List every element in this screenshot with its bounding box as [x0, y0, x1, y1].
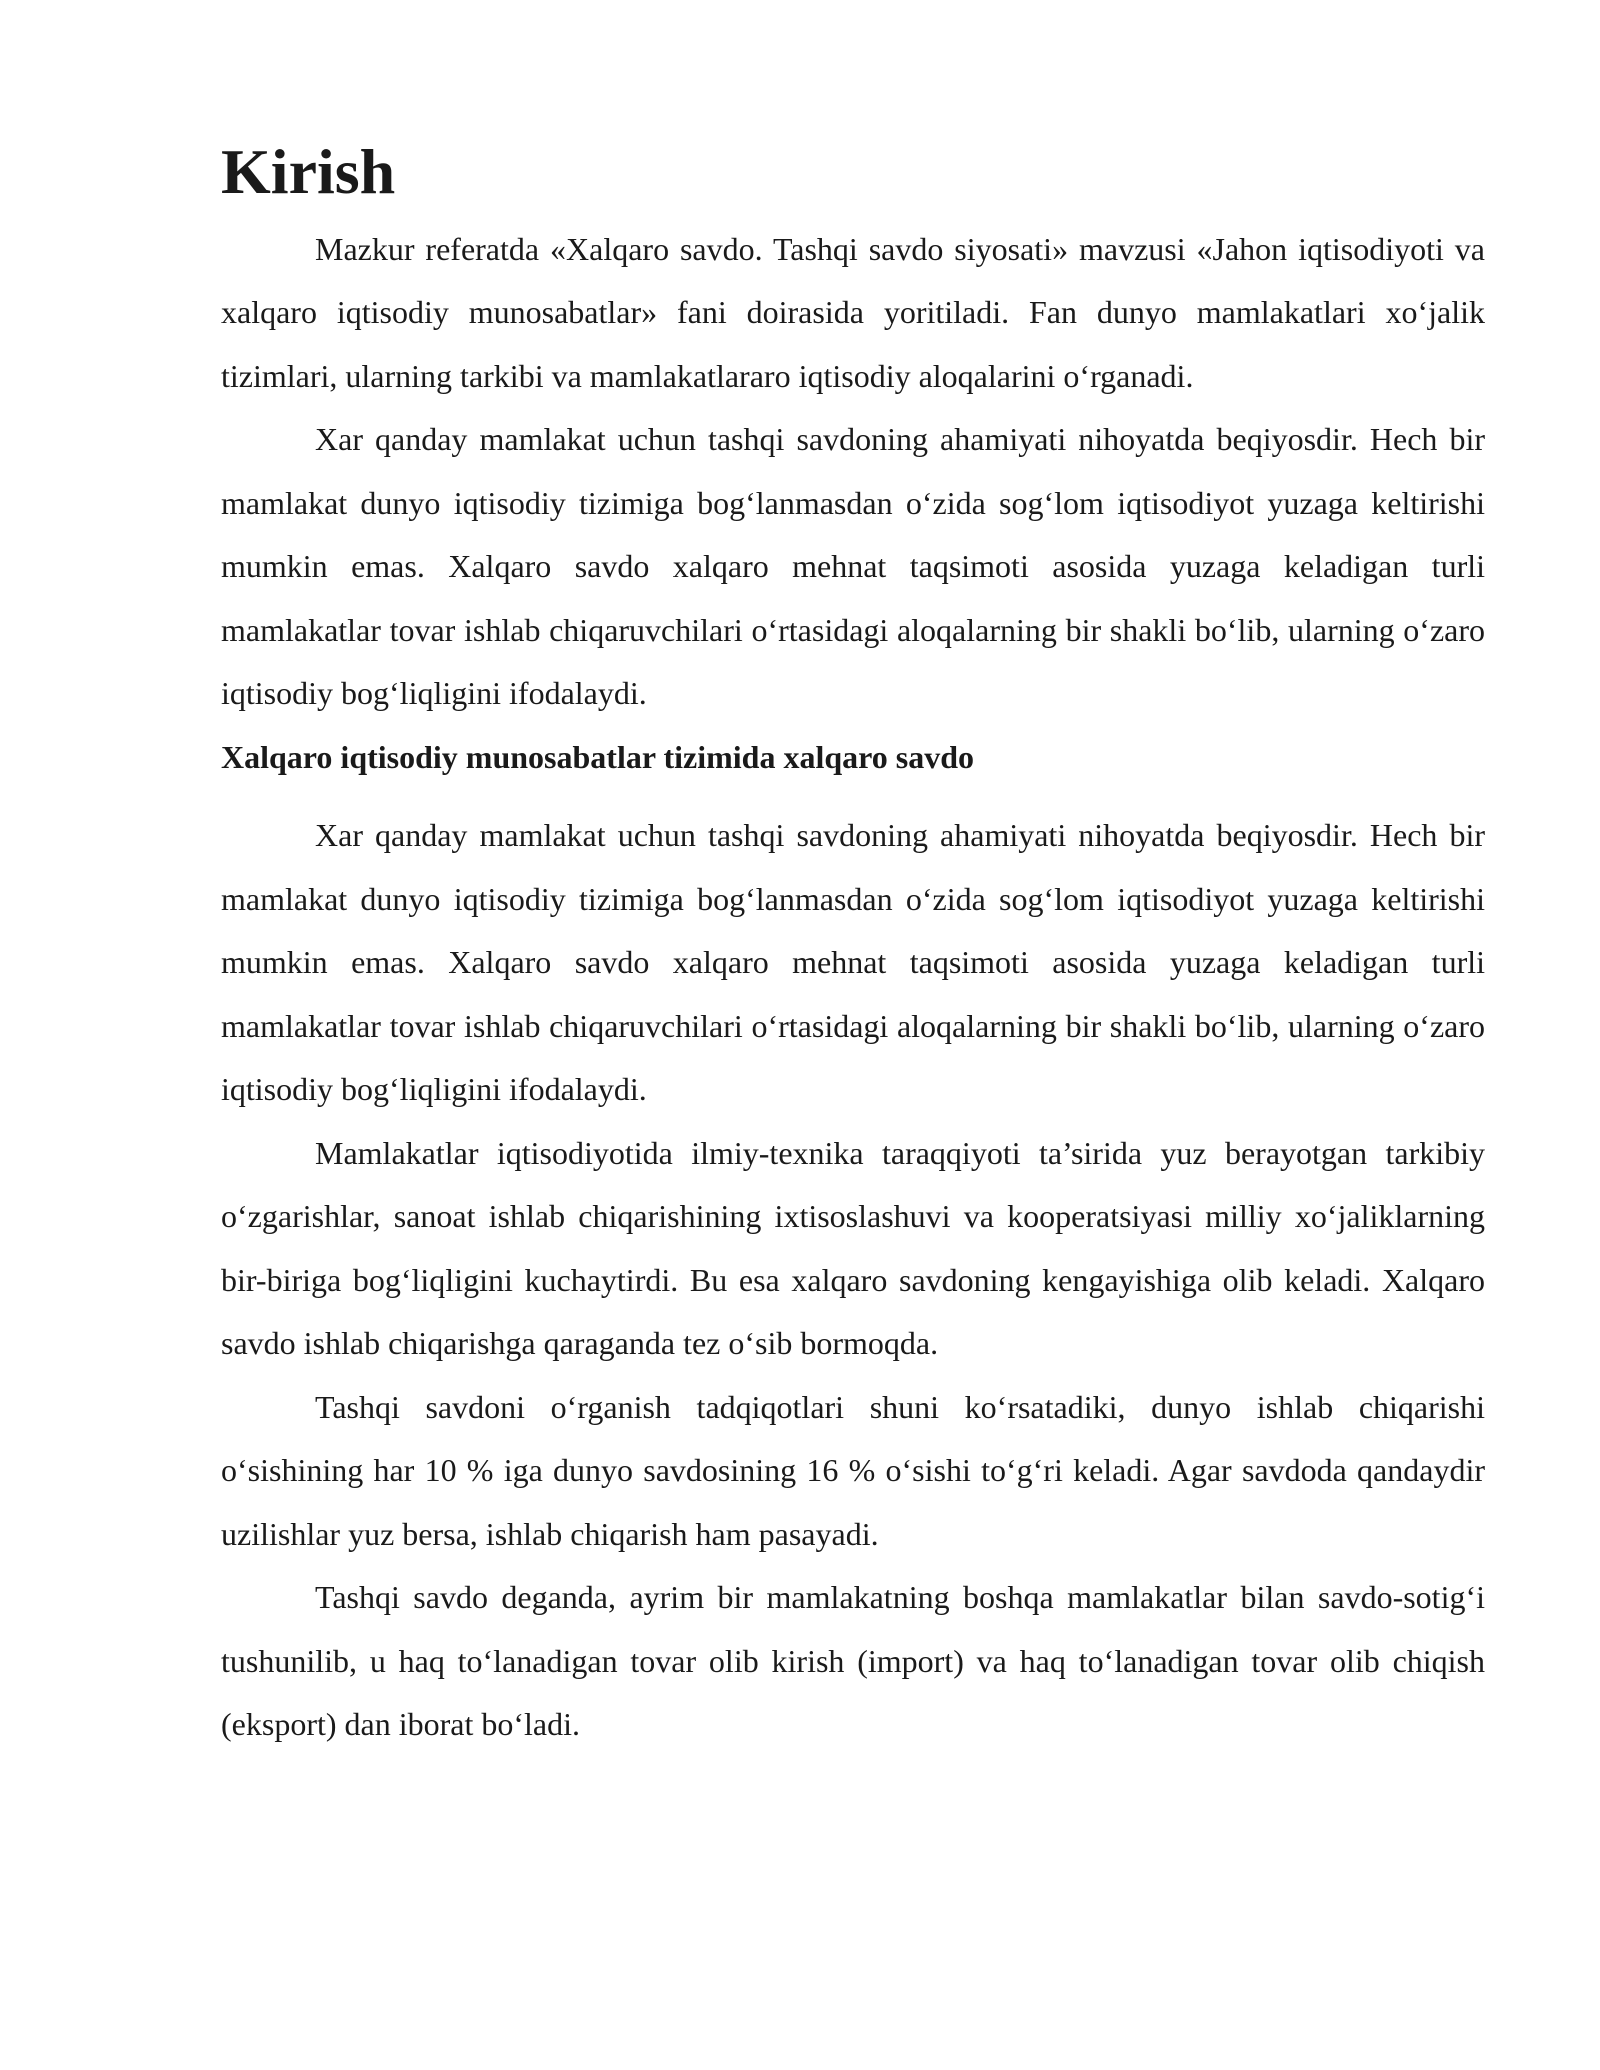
- intro-paragraph-2: Xar qanday mamlakat uchun tashqi savdoning ahamiyati nihoyatda beqiyosdir. Hech bir mamlakat dunyo iqtisodiy tizimiga bog‘lanmasdan o‘zida sog‘lom iqtisodiyot yuzaga keltirishi mumkin emas. Xalqaro savdo xalqaro mehnat taqsimoti asosida yuzaga keladigan turli mamlakatlar tovar ishlab chiqaruvchilari o‘rtasidagi aloqalarning bir shakli bo‘lib, ularning o‘zaro iqtisodiy bog‘liqligini ifodalaydi.: [221, 421, 1485, 711]
- section-paragraph-1: Xar qanday mamlakat uchun tashqi savdoning ahamiyati nihoyatda beqiyosdir. Hech bir mamlakat dunyo iqtisodiy tizimiga bog‘lanmasdan o‘zida sog‘lom iqtisodiyot yuzaga keltirishi mumkin emas. Xalqaro savdo xalqaro mehnat taqsimoti asosida yuzaga keladigan turli mamlakatlar tovar ishlab chiqaruvchilari o‘rtasidagi aloqalarning bir shakli bo‘lib, ularning o‘zaro iqtisodiy bog‘liqligini ifodalaydi.: [221, 817, 1485, 1107]
- section-paragraph-3: Tashqi savdoni o‘rganish tadqiqotlari shuni ko‘rsatadiki, dunyo ishlab chiqarishi o‘sishining har 10 % iga dunyo savdosining 16 % o‘sishi to‘g‘ri keladi. Agar savdoda qandaydir uzilishlar yuz bersa, ishlab chiqarish ham pasayadi.: [221, 1388, 1485, 1552]
- intro-heading: Kirish: [221, 136, 396, 207]
- document-page: [221, 136, 1485, 1757]
- section-paragraph-2: Mamlakatlar iqtisodiyotida ilmiy-texnika taraqqiyoti ta’sirida yuz berayotgan tarkibiy o‘zgarishlar, sanoat ishlab chiqarishining ixtisoslashuvi va kooperatsiyasi milliy xo‘jaliklarning bir-biriga bog‘liqligini kuchaytirdi. Bu esa xalqaro savdoning kengayishiga olib keladi. Xalqaro savdo ishlab chiqarishga qaraganda tez o‘sib bormoqda.: [221, 1134, 1485, 1361]
- section-heading: Xalqaro iqtisodiy munosabatlar tizimida xalqaro savdo: [221, 738, 975, 775]
- section-paragraph-4: Tashqi savdo deganda, ayrim bir mamlakatning boshqa mamlakatlar bilan savdo-sotig‘i tushunilib, u haq to‘lanadigan tovar olib kirish (import) va haq to‘lanadigan tovar olib chiqish (eksport) dan iborat bo‘ladi.: [221, 1579, 1485, 1742]
- intro-paragraph-1: Mazkur referatda «Xalqaro savdo. Tashqi savdo siyosati» mavzusi «Jahon iqtisodiyoti va xalqaro iqtisodiy munosabatlar» fani doirasida yoritiladi. Fan dunyo mamlakatlari xo‘jalik tizimlari, ularning tarkibi va mamlakatlararo iqtisodiy aloqalarini o‘rganadi.: [221, 230, 1485, 394]
